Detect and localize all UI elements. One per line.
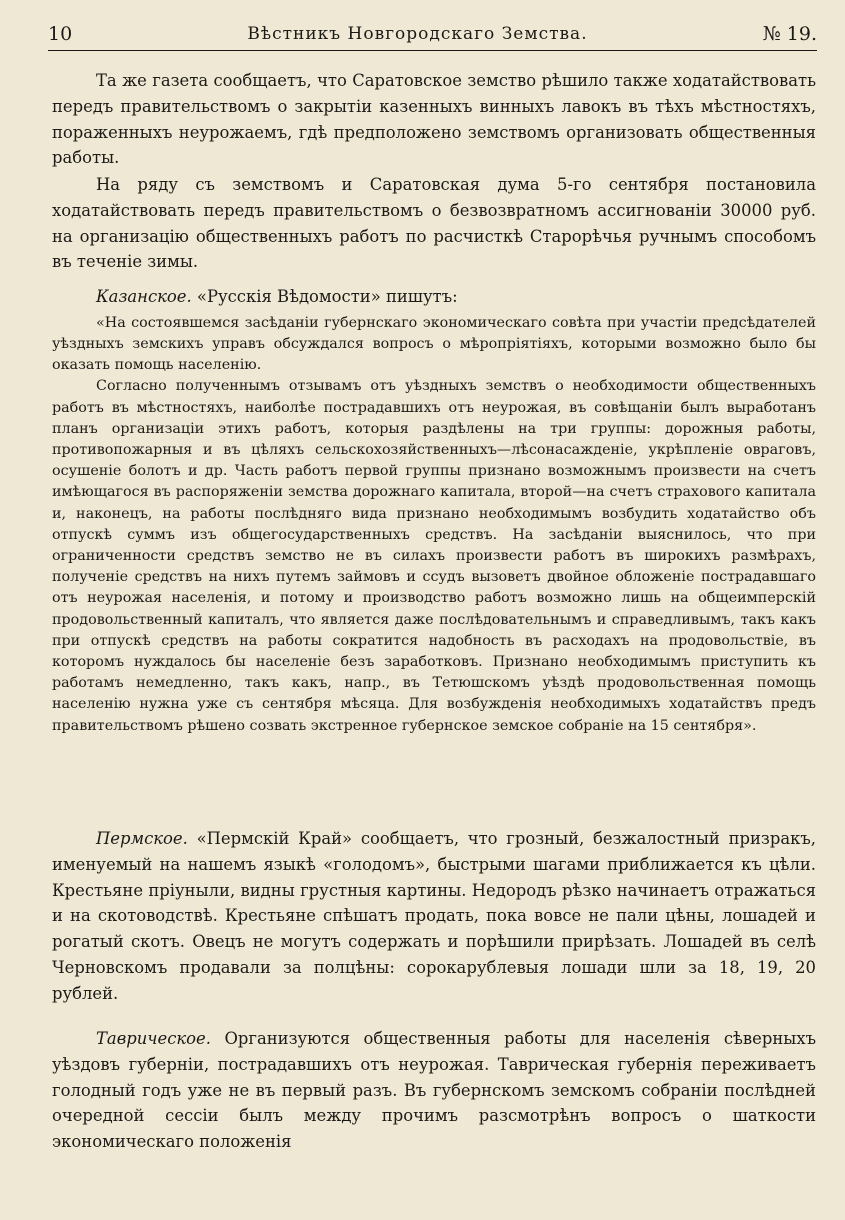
kazan-quote <box>52 313 816 737</box>
kazan-section <box>52 284 816 737</box>
running-header <box>48 18 817 51</box>
taurida-paragraph <box>52 1026 816 1155</box>
page-number: 10 <box>48 23 73 45</box>
region-kazan: Казанское. <box>96 287 192 306</box>
perm-section <box>52 826 816 1007</box>
journal-title: Вѣстникъ Новгородскаго Земства. <box>247 24 588 44</box>
perm-text: «Пермскій Край» сообщаетъ, что грозный, безжалостный призракъ, именуемый на нашемъ языкѣ «голодомъ», быстрыми шагами приближается къ цѣли. Крестьяне пріуныли, видны грустныя картины. Недородъ рѣзко начинаетъ отражаться и на скотоводствѣ. Крестьяне спѣшатъ продать, пока вовсе не пали цѣны, лошадей и рогатый скотъ. Овецъ не могутъ содержать и порѣшили прирѣзать. Лошадей въ селѣ Черновскомъ продавали за полцѣны: сорокарублевыя лошади шли за 18, 19, 20 рублей. <box>52 829 816 1003</box>
kazan-quote-paragraph-1: «На состоявшемся засѣданіи губернскаго экономическаго совѣта при участіи предсѣдателей уѣздныхъ земскихъ управъ обсуждался вопросъ о мѣропріятіяхъ, которыми возможно было бы оказать помощь населенію. <box>52 314 816 374</box>
saratov-section-1 <box>52 68 816 171</box>
perm-paragraph <box>52 826 816 1007</box>
taurida-text: Организуются общественныя работы для населенія сѣверныхъ уѣздовъ губерніи, пострадавшихъ отъ неурожая. Таврическая губернія переживаетъ голодный годъ уже не въ первый разъ. Въ губернскомъ земскомъ собраніи послѣдней очередной сессіи былъ между прочимъ разсмотрѣнъ вопросъ о шаткости экономическаго положенія <box>52 1029 816 1152</box>
taurida-section <box>52 1026 816 1155</box>
kazan-intro-text: «Русскія Вѣдомости» пишутъ: <box>191 287 458 306</box>
saratov-section-2 <box>52 172 816 275</box>
region-taurida: Таврическое. <box>96 1029 211 1048</box>
kazan-intro <box>52 284 816 310</box>
issue-number: № 19. <box>762 23 817 45</box>
region-perm: Пермское. <box>96 829 188 848</box>
kazan-quote-paragraph-2: Согласно полученнымъ отзывамъ отъ уѣздныхъ земствъ о необходимости общественныхъ работъ въ мѣстностяхъ, наиболѣе пострадавшихъ отъ неурожая, въ совѣщаніи былъ выработанъ планъ организаціи этихъ работъ, которыя раздѣлены на три группы: дорожныя работы, противопожарныя и въ цѣляхъ сельскохозяйственныхъ—лѣсонасажденіе, укрѣпленіе овраговъ, осушеніе болотъ и др. Часть работъ первой группы признано возможнымъ произвести на счетъ имѣющагося въ распоряженіи земства дорожнаго капитала, второй—на счетъ страхового капитала и, наконецъ, на работы послѣдняго вида признано необходимымъ возбудить ходатайство объ отпускѣ суммъ изъ общегосударственныхъ средствъ. На засѣданіи выяснилось, что при ограниченности средствъ земство не въ силахъ произвести работъ въ широкихъ размѣрахъ, полученіе средствъ на нихъ путемъ займовъ и ссудъ вызоветъ двойное обложеніе пострадавшаго отъ неурожая населенія, и потому и производство работъ возможно лишь на общеимперскій продовольственный капиталъ, что является даже послѣдовательнымъ и справедливымъ, такъ какъ при отпускѣ средствъ на работы сократится надобность въ расходахъ на продовольствіе, въ которомъ нуждалось бы населеніе безъ заработковъ. Признано необходимымъ приступить къ работамъ немедленно, такъ какъ, напр., въ Тетюшскомъ уѣздѣ продовольственная помощь населенію нужна уже съ сентября мѣсяца. Для возбужденія необходимыхъ ходатайствъ предъ правительствомъ рѣшено созвать экстренное губернское земское собраніе на 15 сентября». <box>52 378 816 734</box>
paragraph-saratov-zemstvo: Та же газета сообщаетъ, что Саратовское земство рѣшило также ходатайствовать передъ правительствомъ о закрытіи казенныхъ винныхъ лавокъ въ тѣхъ мѣстностяхъ, пораженныхъ неурожаемъ, гдѣ предположено земствомъ организовать общественныя работы. <box>52 71 816 168</box>
paragraph-saratov-duma: На ряду съ земствомъ и Саратовская дума 5-го сентября постановила ходатайствовать передъ правительствомъ о безвозвратномъ ассигнованіи 30000 руб. на организацію общественныхъ работъ по расчисткѣ Старорѣчья ручнымъ способомъ въ теченіе зимы. <box>52 175 816 272</box>
